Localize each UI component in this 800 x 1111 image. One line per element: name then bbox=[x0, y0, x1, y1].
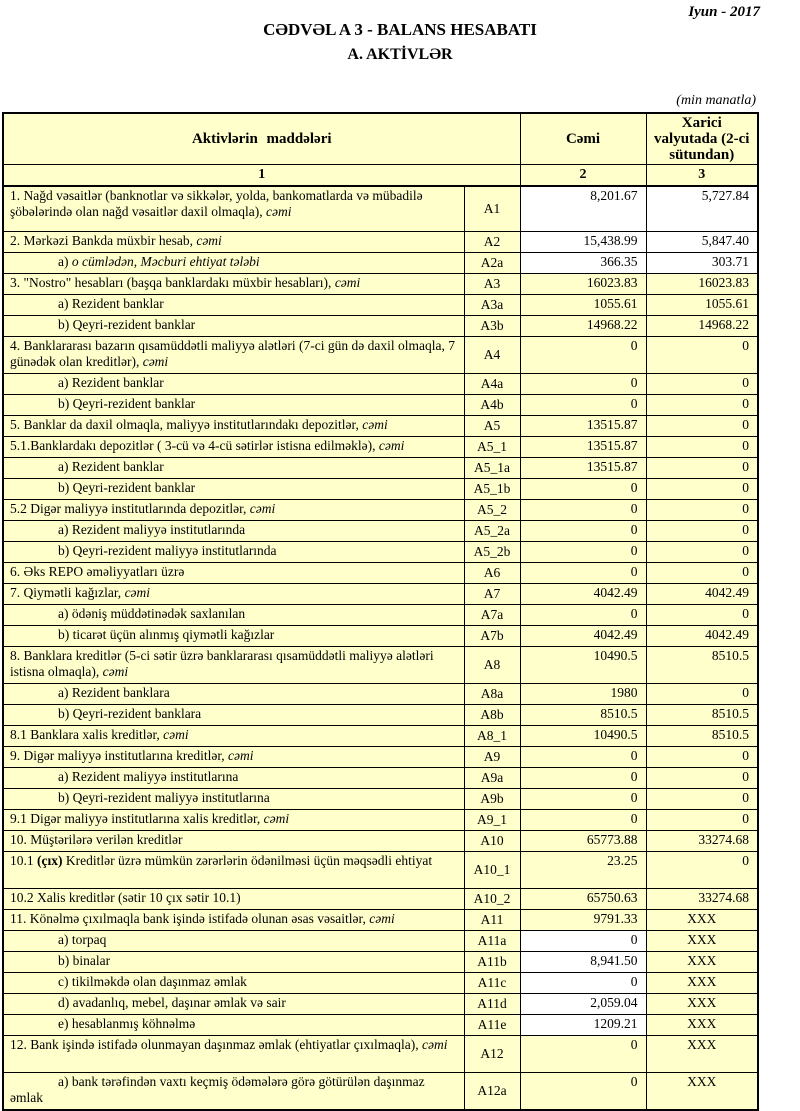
table-row bbox=[3, 605, 758, 626]
table-row bbox=[3, 789, 758, 810]
row-fx-value: 0 bbox=[646, 521, 758, 542]
row-code: A9b bbox=[464, 789, 520, 810]
row-code: A3b bbox=[464, 316, 520, 337]
row-fx-value: 0 bbox=[646, 395, 758, 416]
row-label: 9. Digər maliyyə institutlarına kreditlər, cəmi bbox=[3, 747, 464, 768]
row-total-value: 1980 bbox=[520, 684, 646, 705]
table-row bbox=[3, 295, 758, 316]
table-row bbox=[3, 458, 758, 479]
table-row bbox=[3, 952, 758, 973]
row-fx-value: 0 bbox=[646, 479, 758, 500]
row-fx-value: XXX bbox=[646, 952, 758, 973]
col-number-3: 3 bbox=[646, 165, 758, 187]
row-code: A5_2 bbox=[464, 500, 520, 521]
row-fx-value: 16023.83 bbox=[646, 274, 758, 295]
row-fx-value: 0 bbox=[646, 374, 758, 395]
row-code: A5_1a bbox=[464, 458, 520, 479]
row-total-value: 0 bbox=[520, 810, 646, 831]
row-fx-value: XXX bbox=[646, 973, 758, 994]
row-code: A9a bbox=[464, 768, 520, 789]
row-code: A5_2a bbox=[464, 521, 520, 542]
row-fx-value: 0 bbox=[646, 605, 758, 626]
row-fx-value: 0 bbox=[646, 437, 758, 458]
row-label: a) bank tərəfindən vaxtı keçmiş ödəmələrə görə götürülən daşınmaz əmlak bbox=[3, 1073, 464, 1111]
row-fx-value: 33274.68 bbox=[646, 889, 758, 910]
row-total-value: 0 bbox=[520, 479, 646, 500]
row-label: 12. Bank işində istifadə olunmayan daşınmaz əmlak (ehtiyatlar çıxılmaqla), cəmi bbox=[3, 1036, 464, 1073]
row-label: a) Rezident banklar bbox=[3, 374, 464, 395]
row-total-value: 16023.83 bbox=[520, 274, 646, 295]
row-fx-value: 33274.68 bbox=[646, 831, 758, 852]
row-fx-value: 5,847.40 bbox=[646, 232, 758, 253]
row-label: 5.1.Banklardakı depozitlər ( 3-cü və 4-cü sətirlər istisna edilməklə), cəmi bbox=[3, 437, 464, 458]
row-fx-value: XXX bbox=[646, 1036, 758, 1073]
table-row bbox=[3, 931, 758, 952]
row-code: A11a bbox=[464, 931, 520, 952]
row-label: 5.2 Digər maliyyə institutlarında depozitlər, cəmi bbox=[3, 500, 464, 521]
page-title: CƏDVƏL A 3 - BALANS HESABATI bbox=[263, 20, 537, 39]
table-row bbox=[3, 186, 758, 232]
row-fx-value: 0 bbox=[646, 337, 758, 374]
row-label: b) Qeyri-rezident banklara bbox=[3, 705, 464, 726]
row-total-value: 23.25 bbox=[520, 852, 646, 889]
row-total-value: 8510.5 bbox=[520, 705, 646, 726]
row-total-value: 65750.63 bbox=[520, 889, 646, 910]
row-total-value: 10490.5 bbox=[520, 726, 646, 747]
row-code: A11d bbox=[464, 994, 520, 1015]
row-total-value: 0 bbox=[520, 374, 646, 395]
row-code: A11 bbox=[464, 910, 520, 931]
row-label: 9.1 Digər maliyyə institutlarına xalis kreditlər, cəmi bbox=[3, 810, 464, 831]
table-row bbox=[3, 232, 758, 253]
row-total-value: 2,059.04 bbox=[520, 994, 646, 1015]
row-total-value: 366.35 bbox=[520, 253, 646, 274]
table-header-row bbox=[3, 113, 758, 165]
row-code: A9_1 bbox=[464, 810, 520, 831]
row-label: a) ödəniş müddətinədək saxlanılan bbox=[3, 605, 464, 626]
row-code: A10_2 bbox=[464, 889, 520, 910]
row-fx-value: 0 bbox=[646, 789, 758, 810]
table-row bbox=[3, 626, 758, 647]
row-label: b) Qeyri-rezident banklar bbox=[3, 316, 464, 337]
table-row bbox=[3, 337, 758, 374]
table-row bbox=[3, 747, 758, 768]
row-total-value: 0 bbox=[520, 605, 646, 626]
table-row bbox=[3, 973, 758, 994]
table-row bbox=[3, 542, 758, 563]
row-code: A5 bbox=[464, 416, 520, 437]
row-code: A12a bbox=[464, 1073, 520, 1111]
row-fx-value: 4042.49 bbox=[646, 626, 758, 647]
row-total-value: 15,438.99 bbox=[520, 232, 646, 253]
unit-note: (min manatla) bbox=[676, 93, 756, 108]
table-row bbox=[3, 316, 758, 337]
row-label: 10.1 (çıx) Kreditlər üzrə mümkün zərərlərin ödənilməsi üçün məqsədli ehtiyat bbox=[3, 852, 464, 889]
row-code: A7a bbox=[464, 605, 520, 626]
row-total-value: 0 bbox=[520, 395, 646, 416]
row-fx-value: 14968.22 bbox=[646, 316, 758, 337]
row-label: 10. Müştərilərə verilən kreditlər bbox=[3, 831, 464, 852]
row-label: a) Rezident banklara bbox=[3, 684, 464, 705]
row-label: a) o cümlədən, Məcburi ehtiyat tələbi bbox=[3, 253, 464, 274]
column-number-row bbox=[3, 165, 758, 187]
row-fx-value: 8510.5 bbox=[646, 705, 758, 726]
row-label: d) avadanlıq, mebel, daşınar əmlak və sair bbox=[3, 994, 464, 1015]
row-total-value: 13515.87 bbox=[520, 437, 646, 458]
row-total-value: 14968.22 bbox=[520, 316, 646, 337]
row-code: A11e bbox=[464, 1015, 520, 1036]
row-fx-value: XXX bbox=[646, 910, 758, 931]
table-row bbox=[3, 253, 758, 274]
row-code: A4a bbox=[464, 374, 520, 395]
row-code: A2a bbox=[464, 253, 520, 274]
row-total-value: 0 bbox=[520, 563, 646, 584]
row-total-value: 9791.33 bbox=[520, 910, 646, 931]
row-fx-value: 4042.49 bbox=[646, 584, 758, 605]
table-row bbox=[3, 500, 758, 521]
row-label: c) tikilməkdə olan daşınmaz əmlak bbox=[3, 973, 464, 994]
row-total-value: 0 bbox=[520, 931, 646, 952]
row-fx-value: XXX bbox=[646, 931, 758, 952]
table-row bbox=[3, 889, 758, 910]
row-fx-value: XXX bbox=[646, 1073, 758, 1111]
row-total-value: 1055.61 bbox=[520, 295, 646, 316]
row-total-value: 0 bbox=[520, 1036, 646, 1073]
row-code: A10_1 bbox=[464, 852, 520, 889]
table-row bbox=[3, 831, 758, 852]
row-label: a) Rezident maliyyə institutlarında bbox=[3, 521, 464, 542]
row-code: A3 bbox=[464, 274, 520, 295]
row-total-value: 10490.5 bbox=[520, 647, 646, 684]
row-total-value: 0 bbox=[520, 500, 646, 521]
table-row bbox=[3, 852, 758, 889]
row-label: 8.1 Banklara xalis kreditlər, cəmi bbox=[3, 726, 464, 747]
period-label: Iyun - 2017 bbox=[688, 4, 760, 20]
row-label: a) torpaq bbox=[3, 931, 464, 952]
table-row bbox=[3, 416, 758, 437]
row-code: A8b bbox=[464, 705, 520, 726]
row-fx-value: 0 bbox=[646, 416, 758, 437]
table-row bbox=[3, 994, 758, 1015]
row-fx-value: 0 bbox=[646, 852, 758, 889]
row-label: 1. Nağd vəsaitlər (banknotlar və sikkələr, yolda, bankomatlarda və mübadilə şöbələrində olan nağd vəsaitlər daxil olmaqla), cəmi bbox=[3, 186, 464, 232]
table-row bbox=[3, 647, 758, 684]
row-total-value: 65773.88 bbox=[520, 831, 646, 852]
row-label: a) Rezident maliyyə institutlarına bbox=[3, 768, 464, 789]
row-total-value: 13515.87 bbox=[520, 458, 646, 479]
row-code: A5_1 bbox=[464, 437, 520, 458]
table-row bbox=[3, 684, 758, 705]
row-fx-value: 0 bbox=[646, 563, 758, 584]
row-total-value: 0 bbox=[520, 768, 646, 789]
header-items: Aktivlərin maddələri bbox=[3, 113, 520, 165]
row-total-value: 0 bbox=[520, 1073, 646, 1111]
row-label: 8. Banklara kreditlər (5-ci sətir üzrə banklararası qısamüddətli maliyyə alətləri istisna olmaqla), cəmi bbox=[3, 647, 464, 684]
row-code: A6 bbox=[464, 563, 520, 584]
table-row bbox=[3, 705, 758, 726]
row-code: A8_1 bbox=[464, 726, 520, 747]
row-fx-value: 303.71 bbox=[646, 253, 758, 274]
row-code: A4 bbox=[464, 337, 520, 374]
table-row bbox=[3, 1073, 758, 1111]
row-code: A2 bbox=[464, 232, 520, 253]
row-label: a) Rezident banklar bbox=[3, 458, 464, 479]
table-row bbox=[3, 437, 758, 458]
table-row bbox=[3, 395, 758, 416]
header-fx: Xarici valyutada (2-ci sütundan) bbox=[646, 113, 758, 165]
row-code: A7 bbox=[464, 584, 520, 605]
row-label: b) Qeyri-rezident banklar bbox=[3, 395, 464, 416]
row-code: A8 bbox=[464, 647, 520, 684]
row-fx-value: 0 bbox=[646, 810, 758, 831]
row-code: A7b bbox=[464, 626, 520, 647]
row-total-value: 13515.87 bbox=[520, 416, 646, 437]
row-label: 7. Qiymətli kağızlar, cəmi bbox=[3, 584, 464, 605]
row-fx-value: 0 bbox=[646, 684, 758, 705]
row-total-value: 4042.49 bbox=[520, 626, 646, 647]
row-label: 5. Banklar da daxil olmaqla, maliyyə institutlarındakı depozitlər, cəmi bbox=[3, 416, 464, 437]
table-body bbox=[3, 186, 758, 1110]
row-code: A3a bbox=[464, 295, 520, 316]
row-label: b) Qeyri-rezident banklar bbox=[3, 479, 464, 500]
table-row bbox=[3, 374, 758, 395]
table-row bbox=[3, 274, 758, 295]
row-fx-value: 0 bbox=[646, 768, 758, 789]
row-fx-value: 0 bbox=[646, 458, 758, 479]
row-code: A11b bbox=[464, 952, 520, 973]
table-row bbox=[3, 910, 758, 931]
row-label: b) binalar bbox=[3, 952, 464, 973]
row-label: b) ticarət üçün alınmış qiymətli kağızlar bbox=[3, 626, 464, 647]
table-row bbox=[3, 521, 758, 542]
row-code: A5_1b bbox=[464, 479, 520, 500]
row-code: A11c bbox=[464, 973, 520, 994]
col-number-1: 1 bbox=[3, 165, 520, 187]
row-label: 11. Könəlmə çıxılmaqla bank işində istifadə olunan əsas vəsaitlər, cəmi bbox=[3, 910, 464, 931]
row-fx-value: XXX bbox=[646, 1015, 758, 1036]
header-total: Cəmi bbox=[520, 113, 646, 165]
table-row bbox=[3, 810, 758, 831]
row-code: A4b bbox=[464, 395, 520, 416]
table-row bbox=[3, 726, 758, 747]
row-label: b) Qeyri-rezident maliyyə institutlarında bbox=[3, 542, 464, 563]
row-fx-value: 0 bbox=[646, 500, 758, 521]
table-row bbox=[3, 584, 758, 605]
row-label: 3. "Nostro" hesabları (başqa banklardakı müxbir hesabları), cəmi bbox=[3, 274, 464, 295]
row-code: A10 bbox=[464, 831, 520, 852]
row-code: A8a bbox=[464, 684, 520, 705]
row-fx-value: 8510.5 bbox=[646, 647, 758, 684]
row-code: A9 bbox=[464, 747, 520, 768]
row-total-value: 0 bbox=[520, 747, 646, 768]
row-fx-value: 8510.5 bbox=[646, 726, 758, 747]
row-label: e) hesablanmış köhnəlmə bbox=[3, 1015, 464, 1036]
table-row bbox=[3, 563, 758, 584]
row-label: 2. Mərkəzi Bankda müxbir hesab, cəmi bbox=[3, 232, 464, 253]
row-label: a) Rezident banklar bbox=[3, 295, 464, 316]
table-row bbox=[3, 1015, 758, 1036]
row-total-value: 4042.49 bbox=[520, 584, 646, 605]
row-total-value: 8,201.67 bbox=[520, 186, 646, 232]
row-label: 4. Banklararası bazarın qısamüddətli maliyyə alətləri (7-ci gün də daxil olmaqla, 7 günədək olan kreditlər), cəmi bbox=[3, 337, 464, 374]
row-total-value: 0 bbox=[520, 337, 646, 374]
row-total-value: 0 bbox=[520, 521, 646, 542]
row-code: A12 bbox=[464, 1036, 520, 1073]
row-total-value: 1209.21 bbox=[520, 1015, 646, 1036]
table-row bbox=[3, 768, 758, 789]
row-label: b) Qeyri-rezident maliyyə institutlarına bbox=[3, 789, 464, 810]
balance-table bbox=[2, 112, 759, 1111]
row-fx-value: XXX bbox=[646, 994, 758, 1015]
row-total-value: 8,941.50 bbox=[520, 952, 646, 973]
row-total-value: 0 bbox=[520, 789, 646, 810]
table-row bbox=[3, 479, 758, 500]
row-total-value: 0 bbox=[520, 973, 646, 994]
page-subtitle: A. AKTİVLƏR bbox=[347, 46, 453, 63]
col-number-2: 2 bbox=[520, 165, 646, 187]
row-fx-value: 5,727.84 bbox=[646, 186, 758, 232]
row-label: 10.2 Xalis kreditlər (sətir 10 çıx sətir 10.1) bbox=[3, 889, 464, 910]
row-fx-value: 1055.61 bbox=[646, 295, 758, 316]
row-fx-value: 0 bbox=[646, 542, 758, 563]
row-fx-value: 0 bbox=[646, 747, 758, 768]
row-code: A1 bbox=[464, 186, 520, 232]
row-label: 6. Əks REPO əməliyyatları üzrə bbox=[3, 563, 464, 584]
row-total-value: 0 bbox=[520, 542, 646, 563]
row-code: A5_2b bbox=[464, 542, 520, 563]
table-row bbox=[3, 1036, 758, 1073]
